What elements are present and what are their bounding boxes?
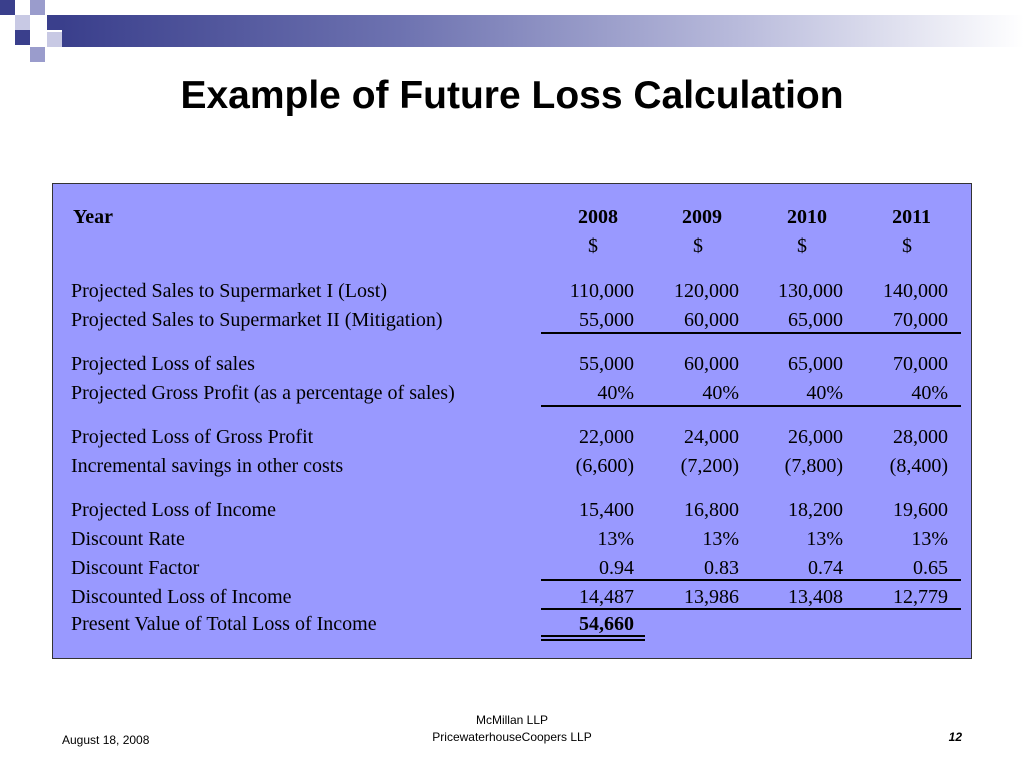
table-cell: 13% <box>702 528 739 550</box>
table-row-label: Projected Loss of Gross Profit <box>71 426 314 448</box>
table-row-label: Discounted Loss of Income <box>71 586 292 608</box>
footer-date: August 18, 2008 <box>62 733 150 747</box>
total-label: Present Value of Total Loss of Income <box>71 613 377 635</box>
table-cell: 13% <box>597 528 634 550</box>
page-number: 12 <box>948 730 962 744</box>
currency-2008: $ <box>588 235 598 257</box>
table-cell: 65,000 <box>788 309 843 331</box>
table-cell: 15,400 <box>579 499 634 521</box>
footer-firm-1: McMillan LLP <box>475 713 549 727</box>
table-cell: 14,487 <box>579 586 634 608</box>
table-row-label: Discount Rate <box>71 528 185 550</box>
table-cell: 70,000 <box>893 353 948 375</box>
table-row-label: Projected Gross Profit (as a percentage of sales) <box>71 382 455 404</box>
table-row-label: Projected Sales to Supermarket I (Lost) <box>71 280 388 302</box>
table-cell: 40% <box>806 382 843 404</box>
table-cell: 0.65 <box>913 557 948 579</box>
table-cell: 65,000 <box>788 353 843 375</box>
loss-calculation-table <box>52 183 972 659</box>
year-2010: 2010 <box>787 206 827 228</box>
table-row-label: Projected Loss of sales <box>71 353 255 375</box>
table-cell: 40% <box>702 382 739 404</box>
slide-title: Example of Future Loss Calculation <box>180 74 844 117</box>
header-decoration-square <box>30 0 45 15</box>
underline-sales <box>541 332 961 334</box>
underline-discount-factor <box>541 579 961 581</box>
table-cell: 18,200 <box>788 499 843 521</box>
header-gradient-bar <box>62 15 1024 47</box>
table-row-label: Incremental savings in other costs <box>71 455 344 477</box>
table-cell: 19,600 <box>893 499 948 521</box>
table-cell: 12,779 <box>893 586 948 608</box>
underline-discounted-loss <box>541 608 961 610</box>
table-cell: 16,800 <box>684 499 739 521</box>
table-cell: 60,000 <box>684 353 739 375</box>
currency-2009: $ <box>693 235 703 257</box>
table-cell: (7,200) <box>680 455 739 477</box>
year-2009: 2009 <box>682 206 722 228</box>
table-cell: (6,600) <box>575 455 634 477</box>
header-decoration-square <box>47 15 62 30</box>
table-cell: 22,000 <box>579 426 634 448</box>
table-cell: 130,000 <box>778 280 843 302</box>
table-cell: 13% <box>911 528 948 550</box>
total-double-underline-1 <box>541 635 645 637</box>
table-cell: 0.74 <box>808 557 843 579</box>
table-cell: 0.83 <box>704 557 739 579</box>
table-cell: 13,986 <box>684 586 739 608</box>
header-decoration-square <box>0 0 15 15</box>
table-cell: 120,000 <box>674 280 739 302</box>
table-cell: 13,408 <box>788 586 843 608</box>
table-row-label: Discount Factor <box>71 557 200 579</box>
table-cell: 40% <box>911 382 948 404</box>
header-decoration-square <box>15 30 30 45</box>
table-cell: 28,000 <box>893 426 948 448</box>
underline-gross-profit <box>541 405 961 407</box>
table-cell: 13% <box>806 528 843 550</box>
total-value: 54,660 <box>579 613 634 635</box>
table-cell: 24,000 <box>684 426 739 448</box>
table-cell: 70,000 <box>893 309 948 331</box>
currency-2010: $ <box>797 235 807 257</box>
table-row-label: Projected Loss of Income <box>71 499 276 521</box>
total-double-underline-2 <box>541 639 645 641</box>
header-decoration-square <box>47 32 62 47</box>
table-cell: 140,000 <box>883 280 948 302</box>
year-2008: 2008 <box>578 206 618 228</box>
table-cell: (8,400) <box>889 455 948 477</box>
header-decoration-square <box>30 47 45 62</box>
header-decoration-square <box>15 15 30 30</box>
table-cell: 40% <box>597 382 634 404</box>
currency-2011: $ <box>902 235 912 257</box>
year-header: Year <box>73 206 113 228</box>
footer-firm-2: PricewaterhouseCoopers LLP <box>432 730 592 744</box>
table-cell: 55,000 <box>579 309 634 331</box>
table-row-label: Projected Sales to Supermarket II (Mitigation) <box>71 309 443 331</box>
table-cell: (7,800) <box>784 455 843 477</box>
table-cell: 26,000 <box>788 426 843 448</box>
table-cell: 0.94 <box>599 557 634 579</box>
year-2011: 2011 <box>892 206 931 228</box>
table-cell: 60,000 <box>684 309 739 331</box>
table-cell: 110,000 <box>569 280 634 302</box>
table-cell: 55,000 <box>579 353 634 375</box>
